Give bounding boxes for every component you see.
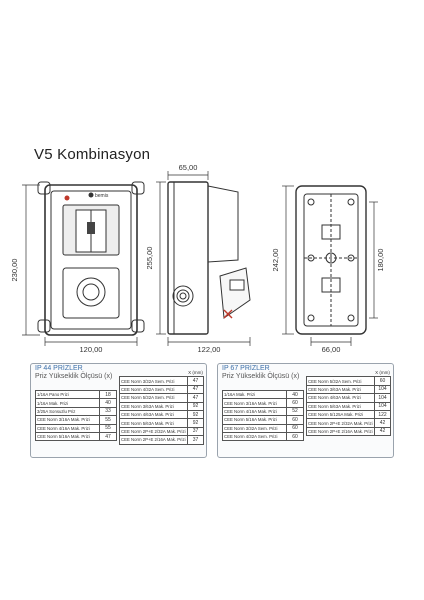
ip44-table bbox=[30, 363, 207, 458]
table-row bbox=[223, 432, 304, 440]
ip67-table bbox=[217, 363, 394, 458]
socket-x-value: 40 bbox=[287, 391, 304, 399]
socket-x-value: 104 bbox=[374, 394, 391, 402]
socket-x-value: 47 bbox=[100, 432, 117, 440]
ip44-subtitle: Priz Yükseklik Ölçüsü (x) bbox=[35, 373, 113, 380]
socket-x-value: 42 bbox=[374, 419, 391, 427]
socket-name: 1/16A Mak. Prizi bbox=[36, 399, 100, 407]
front-view bbox=[38, 182, 144, 335]
ip67-left-grid bbox=[222, 390, 304, 441]
dim-front-width: 120,00 bbox=[79, 345, 103, 354]
table-row bbox=[36, 391, 117, 399]
socket-name: CEE Norm 3/63A Mak. Prizi bbox=[120, 402, 188, 410]
socket-name: CEE Norm 3/32A Sem. Prizi bbox=[223, 424, 287, 432]
socket-x-value: 47 bbox=[187, 377, 204, 385]
socket-name: CEE Norm 4/63A Mak. Prizi bbox=[307, 394, 375, 402]
table-row bbox=[36, 424, 117, 432]
table-row bbox=[307, 402, 391, 410]
table-row bbox=[223, 424, 304, 432]
table-row bbox=[36, 416, 117, 424]
ip44-col-header: X (mm) bbox=[188, 370, 203, 376]
socket-name: CEE Norm 4/63A Mak. Prizi bbox=[120, 410, 188, 418]
table-row bbox=[223, 416, 304, 424]
table-row bbox=[223, 407, 304, 415]
ip67-right-grid bbox=[306, 369, 391, 436]
socket-x-value: 60 bbox=[287, 432, 304, 440]
ip67-title: IP 67 PRİZLER bbox=[222, 365, 270, 372]
ip67-col-header: X (mm) bbox=[375, 370, 390, 376]
socket-x-value: 37 bbox=[187, 436, 204, 444]
socket-x-value: 47 bbox=[187, 385, 204, 393]
socket-name: CEE Norm 3/16A Mak. Prizi bbox=[223, 399, 287, 407]
socket-name: 1/16A Pano Prizi bbox=[36, 391, 100, 399]
dim-front-height: 230,00 bbox=[10, 258, 19, 282]
table-row bbox=[223, 391, 304, 399]
socket-x-value: 52 bbox=[287, 407, 304, 415]
socket-name: CEE Norm 4/16A Mak. Prizi bbox=[36, 424, 100, 432]
back-view bbox=[296, 186, 366, 334]
socket-name: CEE Norm 2P+E 2/16A Mak. Prizi bbox=[308, 428, 373, 434]
dim-back-height: 242,00 bbox=[271, 248, 280, 272]
table-row bbox=[120, 394, 204, 402]
socket-name: CEE Norm 5/16A Mak. Prizi bbox=[223, 416, 287, 424]
socket-name: CEE Norm 4/32A Sem. Prizi bbox=[120, 385, 188, 393]
socket-name: CEE Norm 5/32A Sem. Prizi bbox=[120, 394, 188, 402]
socket-name: 1/16A Mak. Prizi bbox=[223, 391, 287, 399]
socket-x-value: 60 bbox=[374, 377, 391, 385]
ip44-title: IP 44 PRİZLER bbox=[35, 365, 83, 372]
ip67-subtitle: Priz Yükseklik Ölçüsü (x) bbox=[222, 373, 300, 380]
socket-name: CEE Norm 2P+E 2/16A Mak. Prizi bbox=[121, 437, 186, 443]
socket-name: CEE Norm 5/63A Mak. Prizi bbox=[307, 402, 375, 410]
socket-name: CEE Norm 2P+E 2/32A Mak. Prizi bbox=[121, 428, 186, 434]
socket-x-value: 92 bbox=[187, 410, 204, 418]
socket-name: CEE Norm 2P+E 2/32A Mak. Prizi bbox=[308, 420, 373, 426]
socket-x-value: 37 bbox=[187, 427, 204, 435]
dim-side-top: 65,00 bbox=[178, 163, 198, 172]
brand-text: bemis bbox=[95, 193, 109, 199]
dim-side-height: 255,00 bbox=[145, 246, 154, 270]
dim-side-width: 122,00 bbox=[197, 345, 221, 354]
socket-name: CEE Norm 4/16A Mak. Prizi bbox=[223, 407, 287, 415]
table-row bbox=[307, 377, 391, 385]
socket-name: CEE Norm 3/16A Mak. Prizi bbox=[36, 416, 100, 424]
socket-x-value: 33 bbox=[100, 407, 117, 415]
socket-name: CEE Norm 4/32A Sem. Prizi bbox=[223, 432, 287, 440]
ip44-left-grid bbox=[35, 390, 117, 441]
dim-back-inner-height: 180,00 bbox=[376, 248, 385, 272]
socket-x-value: 92 bbox=[187, 419, 204, 427]
socket-name: CEE Norm 5/32A Sem. Prizi bbox=[307, 377, 375, 385]
socket-name: CEE Norm 3/63A Mak. Prizi bbox=[307, 385, 375, 393]
ip44-right-grid bbox=[119, 369, 204, 445]
table-row bbox=[120, 427, 204, 435]
socket-x-value: 42 bbox=[374, 427, 391, 435]
socket-x-value: 55 bbox=[100, 424, 117, 432]
socket-name: CEE Norm 5/63A Mak. Prizi bbox=[120, 419, 188, 427]
table-row bbox=[36, 399, 117, 407]
table-row bbox=[120, 377, 204, 385]
socket-x-value: 60 bbox=[287, 424, 304, 432]
table-row bbox=[120, 410, 204, 418]
socket-name: CEE Norm 3/32A Sem. Prizi bbox=[120, 377, 188, 385]
side-view bbox=[168, 182, 250, 334]
page-title: V5 Kombinasyon bbox=[34, 146, 151, 163]
socket-x-value: 122 bbox=[374, 410, 391, 418]
socket-x-value: 47 bbox=[187, 394, 204, 402]
socket-x-value: 104 bbox=[374, 402, 391, 410]
socket-x-value: 92 bbox=[187, 402, 204, 410]
table-row bbox=[223, 399, 304, 407]
dim-back-width: 66,00 bbox=[321, 345, 341, 354]
socket-x-value: 60 bbox=[287, 416, 304, 424]
brand-logo bbox=[89, 193, 109, 200]
table-row bbox=[307, 419, 391, 427]
socket-name: CEE Norm 5/125A Mak. Prizi bbox=[307, 410, 375, 418]
table-row bbox=[307, 394, 391, 402]
table-row bbox=[307, 427, 391, 435]
table-row bbox=[307, 385, 391, 393]
table-row bbox=[307, 410, 391, 418]
table-row bbox=[120, 436, 204, 444]
socket-x-value: 104 bbox=[374, 385, 391, 393]
socket-name: CEE Norm 5/16A Mak. Prizi bbox=[36, 432, 100, 440]
table-row bbox=[36, 407, 117, 415]
socket-x-value: 55 bbox=[100, 416, 117, 424]
table-row bbox=[120, 402, 204, 410]
socket-x-value: 60 bbox=[287, 399, 304, 407]
table-row bbox=[36, 432, 117, 440]
socket-x-value: 18 bbox=[100, 391, 117, 399]
socket-x-value: 40 bbox=[100, 399, 117, 407]
table-row bbox=[120, 385, 204, 393]
table-row bbox=[120, 419, 204, 427]
socket-name: 3/25A Sonsuzlu Priz bbox=[36, 407, 100, 415]
